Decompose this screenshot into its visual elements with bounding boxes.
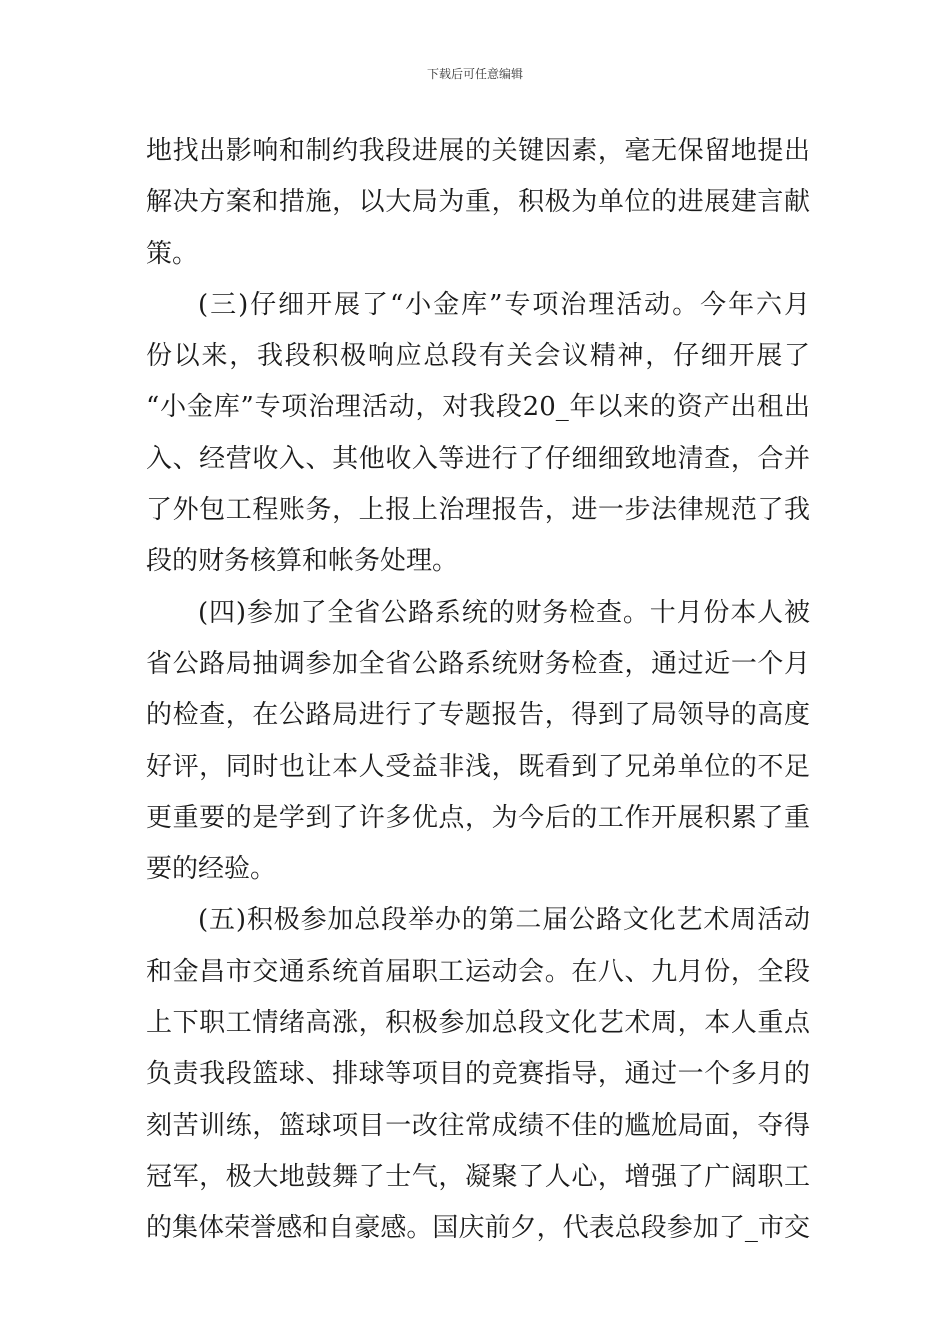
paragraph-heading-line: (三)仔细开展了“小金库”专项治理活动。今年六月	[198, 289, 810, 320]
paragraph-heading-line: (五)积极参加总段举办的第二届公路文化艺术周活动	[198, 905, 810, 936]
text-line: 了外包工程账务，上报上治理报告，进一步法律规范了我	[146, 495, 810, 526]
text-line: 好评，同时也让本人受益非浅，既看到了兄弟单位的不足	[146, 751, 810, 782]
text-line: 解决方案和措施，以大局为重，积极为单位的进展建言献	[146, 187, 810, 218]
text-line: 和金昌市交通系统首届职工运动会。在八、九月份，全段	[146, 956, 810, 987]
text-line: 策。	[146, 238, 199, 269]
text-line: 冠军，极大地鼓舞了士气，凝聚了人心，增强了广阔职工	[146, 1161, 810, 1192]
text-line: 上下职工情绪高涨，积极参加总段文化艺术周，本人重点	[146, 1008, 810, 1039]
text-line: 地找出影响和制约我段进展的关键因素，毫无保留地提出	[146, 136, 810, 166]
text-line: 更重要的是学到了许多优点，为今后的工作开展积累了重	[146, 802, 810, 833]
paragraph-heading-line: (四)参加了全省公路系统的财务检查。十月份本人被	[198, 597, 810, 628]
text-line: 的集体荣誉感和自豪感。国庆前夕，代表总段参加了_市交	[146, 1213, 810, 1244]
text-line: 负责我段篮球、排球等项目的竞赛指导，通过一个多月的	[146, 1059, 810, 1090]
text-line: “小金库”专项治理活动，对我段20_年以来的资产出租出	[146, 392, 810, 423]
text-line: 省公路局抽调参加全省公路系统财务检查，通过近一个月	[146, 648, 810, 679]
text-line: 刻苦训练，篮球项目一改往常成绩不佳的尴尬局面，夺得	[146, 1110, 810, 1141]
text-line: 入、经营收入、其他收入等进行了仔细细致地清查，合并	[146, 443, 810, 474]
text-line: 要的经验。	[146, 854, 277, 885]
text-line: 段的财务核算和帐务处理。	[146, 546, 459, 577]
text-line: 的检查，在公路局进行了专题报告，得到了局领导的高度	[146, 700, 810, 731]
text-line: 份以来，我段积极响应总段有关会议精神，仔细开展了	[146, 341, 810, 372]
page-header: 下载后可任意编辑	[426, 67, 523, 81]
document-body	[146, 128, 810, 1257]
